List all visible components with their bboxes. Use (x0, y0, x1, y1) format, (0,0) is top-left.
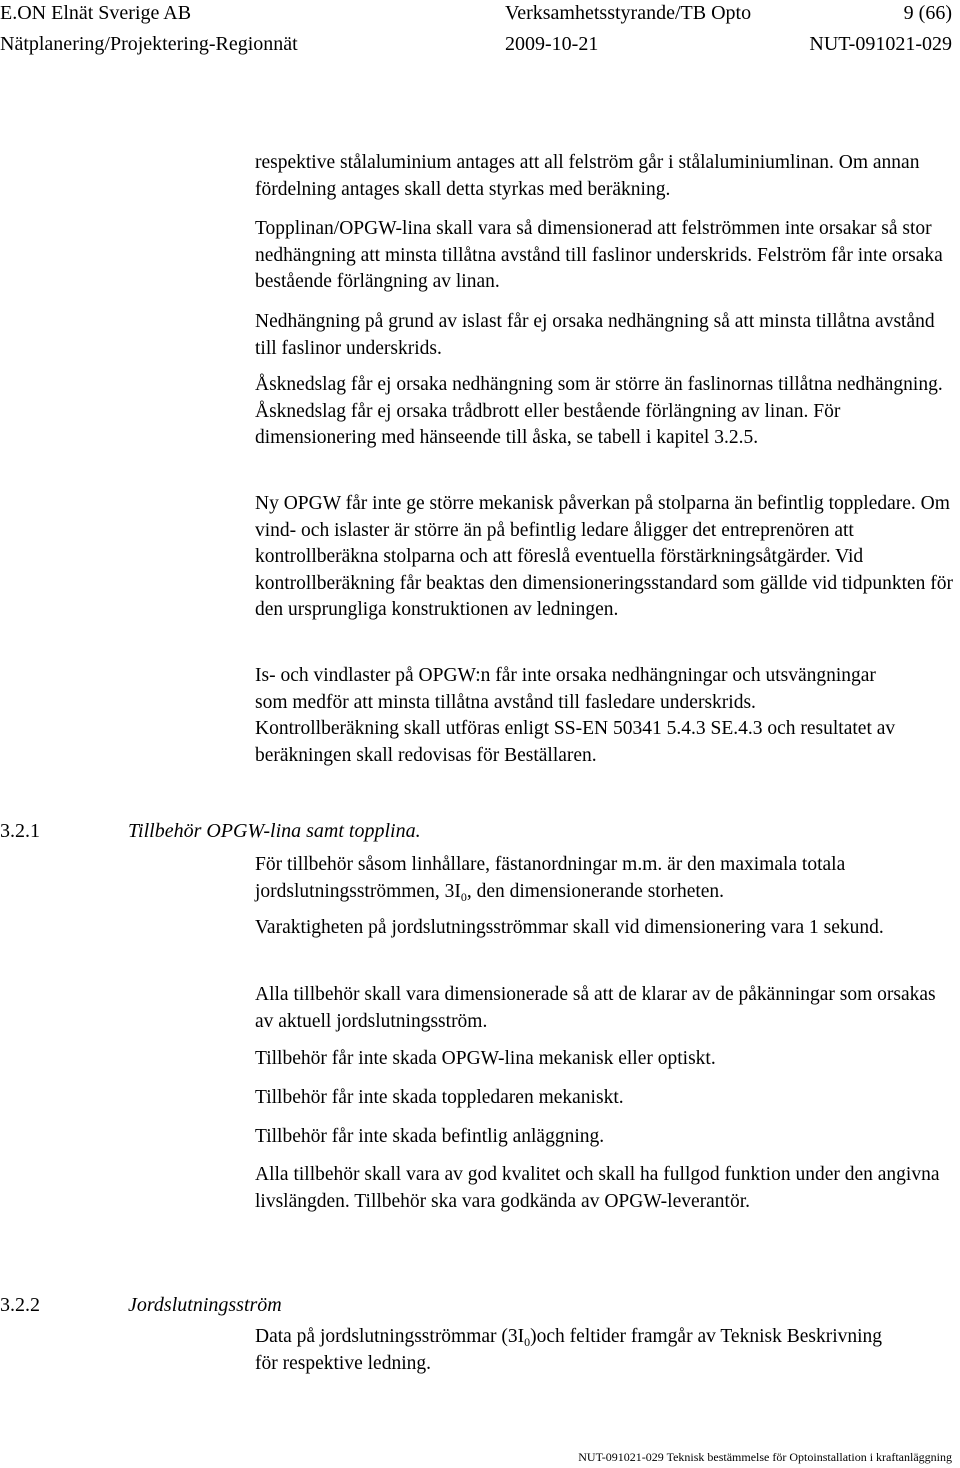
header-page-number: 9 (66) (903, 2, 952, 24)
paragraph-fault-current-dimensioning (255, 852, 960, 905)
paragraph-topplina-dimensioning: Topplinan/OPGW-lina skall vara så dimensionerad att felströmmen inte orsakar så stor nedhängning att minsta tillåtna avstånd till faslinor underskrids. Felström får inte orsaka bestående förlängning av linan. (255, 218, 943, 293)
section-title: Jordslutningsström (128, 1294, 282, 1316)
paragraph-ice-load-sag: Nedhängning på grund av islast får ej orsaka nedhängning så att minsta tillåtna avstånd till faslinor underskrids. (255, 311, 935, 359)
paragraph-accessory-strength: Alla tillbehör skall vara dimensionerade så att de klarar av de påkänningar som orsakas av aktuell jordslutningsström. (255, 984, 936, 1032)
text-run: )och feltider framgår av Teknisk Beskrivning för respektive ledning. (255, 1326, 883, 1374)
paragraph-no-conductor-damage: Tillbehör får inte skada toppledaren mekaniskt. (255, 1087, 624, 1108)
paragraph-duration: Varaktigheten på jordslutningsströmmar skall vid dimensionering vara 1 sekund. (255, 917, 884, 938)
text-run: , den dimensionerande storheten. (466, 880, 725, 902)
header-department: Nätplanering/Projektering-Regionnät (0, 33, 298, 55)
section-title: Tillbehör OPGW-lina samt topplina. (128, 820, 421, 842)
paragraph-lightning-strike: Åsknedslag får ej orsaka nedhängning som är större än faslinornas tillåtna nedhängning. Åsknedslag får ej orsaka trådbrott eller bestående förlängning av linan. För dimensionering med hänseende till åska, se tabell i kapitel 3.2.5. (255, 374, 943, 449)
page-footer: NUT-091021-029 Teknisk bestämmelse för Optoinstallation i kraftanläggning (578, 1450, 952, 1464)
subscript: 0 (524, 1335, 531, 1349)
paragraph-fault-current-data (255, 1324, 895, 1377)
paragraph-new-opgw-load: Ny OPGW får inte ge större mekanisk påverkan på stolparna än befintlig toppledare. Om vind- och islaster är större än på befintlig ledare åligger det entreprenören att kontrollberäkna stolparna och att föreslå eventuella förstärkningsåtgärder. Vid kontrollberäkning får beaktas den dimensioneringsstandard som gällde vid tidpunkten för den ursprungliga konstruktionen av ledningen. (255, 493, 954, 621)
header-unit: Verksamhetsstyrande/TB Opto (505, 2, 752, 24)
paragraph-ice-wind-loads: Is- och vindlaster på OPGW:n får inte orsaka nedhängningar och utsvängningar som medför att minsta tillåtna avstånd till fasledare underskrids. Kontrollberäkning skall utföras enligt SS-EN 50341 5.4.3 SE.4.3 och resultatet av beräkningen skall redovisas för Beställaren. (255, 665, 896, 766)
paragraph-no-installation-damage: Tillbehör får inte skada befintlig anläggning. (255, 1126, 605, 1147)
header-company: E.ON Elnät Sverige AB (0, 2, 192, 24)
section-number: 3.2.1 (0, 820, 40, 842)
paragraph-no-opgw-damage: Tillbehör får inte skada OPGW-lina mekanisk eller optiskt. (255, 1048, 716, 1069)
text-run: Data på jordslutningsströmmar (3I (255, 1326, 525, 1347)
text-run: För tillbehör såsom linhållare, fästanordningar m.m. är den maximala totala jordslutningsströmmen, 3I (255, 854, 846, 902)
paragraph-current-distribution: respektive stålaluminium antages att all felström går i stålaluminiumlinan. Om annan fördelning antages skall detta styrkas med beräkning. (255, 152, 920, 200)
section-number: 3.2.2 (0, 1294, 40, 1316)
paragraph-accessory-quality: Alla tillbehör skall vara av god kvalitet och skall ha fullgod funktion under den angivna livslängden. Tillbehör ska vara godkända av OPGW-leverantör. (255, 1164, 940, 1212)
header-doc-id: NUT-091021-029 (809, 33, 952, 55)
subscript: 0 (460, 889, 467, 904)
header-date: 2009-10-21 (505, 33, 599, 55)
